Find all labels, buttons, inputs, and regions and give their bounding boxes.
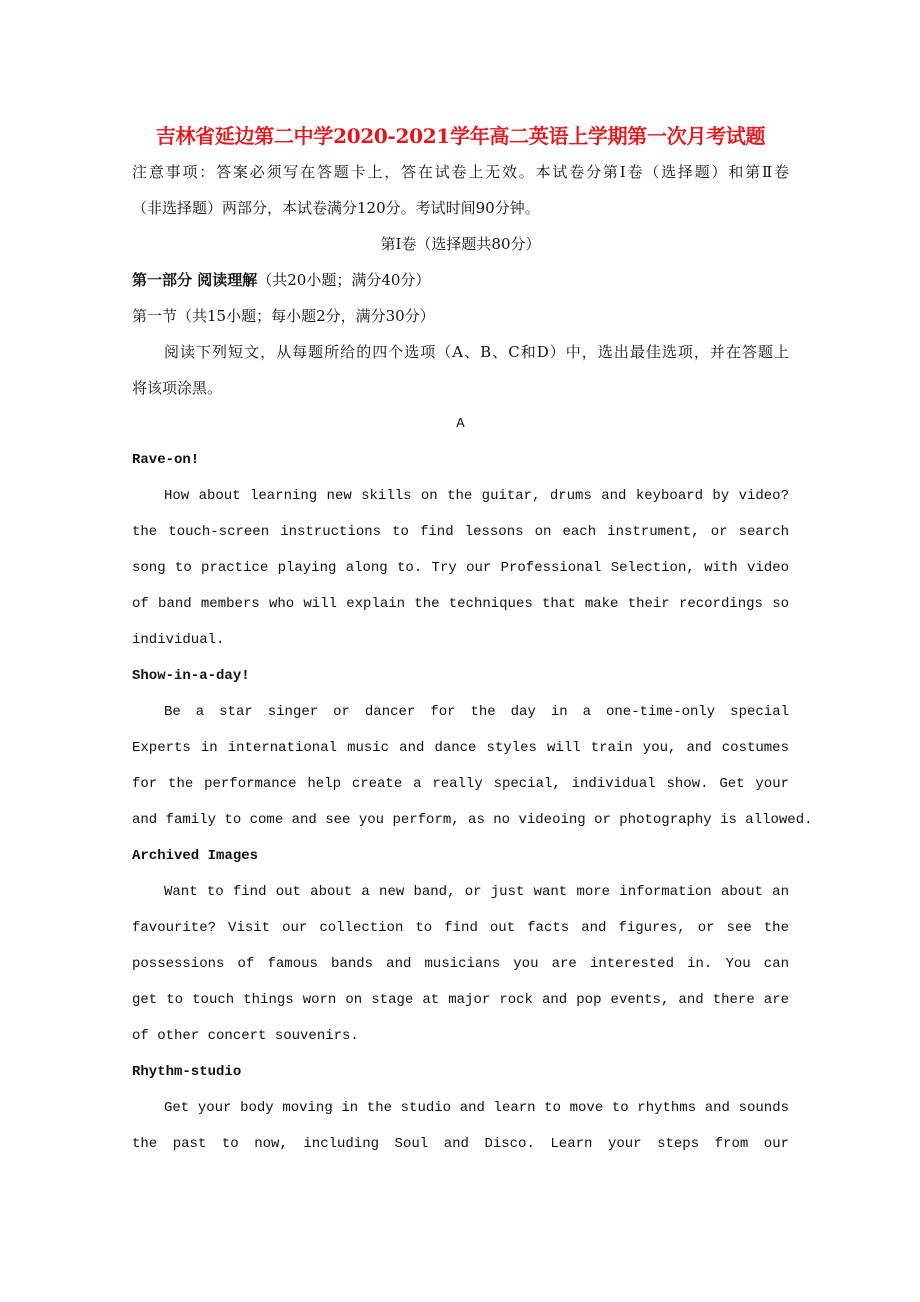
paragraph-line: the past to now, including Soul and Disco. Learn your steps from our — [132, 1136, 789, 1152]
paragraph-line: Want to find out about a new band, or just want more information about an — [164, 884, 789, 900]
volume-title: 第Ⅰ卷（选择题共80分） — [380, 235, 541, 253]
passage-body — [132, 442, 813, 1162]
paragraph-line: of band members who will explain the techniques that make their recordings so — [132, 596, 789, 612]
section-title: Archived Images — [132, 848, 259, 864]
part-heading-bold: 第一部分 阅读理解 — [132, 271, 258, 289]
section-title: Show-in-a-day! — [132, 668, 250, 684]
section-heading: 第一节（共15小题；每小题2分，满分30分） — [132, 307, 435, 325]
part-heading — [132, 262, 789, 298]
paragraph-line: Get your body moving in the studio and learn to move to rhythms and sounds — [164, 1100, 789, 1116]
notice-line: 注意事项：答案必须写在答题卡上，答在试卷上无效。本试卷分第Ⅰ卷（选择题）和第Ⅱ卷 — [132, 163, 789, 181]
paragraph-line: and family to come and see you perform, as no videoing or photography is allowed. — [132, 812, 813, 828]
paragraph-line: of other concert souvenirs. — [132, 1028, 359, 1044]
paragraph-line: the touch-screen instructions to find lessons on each instrument, or search — [132, 524, 789, 540]
section-title: Rhythm-studio — [132, 1064, 242, 1080]
paragraph-line: song to practice playing along to. Try our Professional Selection, with video — [132, 560, 789, 576]
document-page — [132, 118, 813, 1162]
passage-label: A — [456, 416, 465, 432]
paragraph-line: Be a star singer or dancer for the day in a one-time-only special — [164, 704, 789, 720]
instructions-line: 阅读下列短文，从每题所给的四个选项（A、B、C和D）中，选出最佳选项，并在答题上 — [164, 343, 789, 361]
instructions-line: 将该项涂黑。 — [132, 379, 223, 397]
paragraph-line: get to touch things worn on stage at major rock and pop events, and there are — [132, 992, 789, 1008]
paragraph-line: individual. — [132, 632, 225, 648]
section-title: Rave-on! — [132, 452, 200, 468]
part-heading-detail: （共20小题；满分40分） — [257, 271, 431, 289]
paragraph-line: Experts in international music and dance styles will train you, and costumes — [132, 740, 789, 756]
paragraph-line: favourite? Visit our collection to find out facts and figures, or see the — [132, 920, 789, 936]
paragraph-line: for the performance help create a really special, individual show. Get your — [132, 776, 789, 792]
document-title: 吉林省延边第二中学2020-2021学年高二英语上学期第一次月考试题 — [155, 124, 766, 148]
paragraph-line: possessions of famous bands and musicians you are interested in. You can — [132, 956, 789, 972]
notice-line: （非选择题）两部分，本试卷满分120分。考试时间90分钟。 — [132, 199, 540, 217]
paragraph-line: How about learning new skills on the guitar, drums and keyboard by video? — [164, 488, 789, 504]
